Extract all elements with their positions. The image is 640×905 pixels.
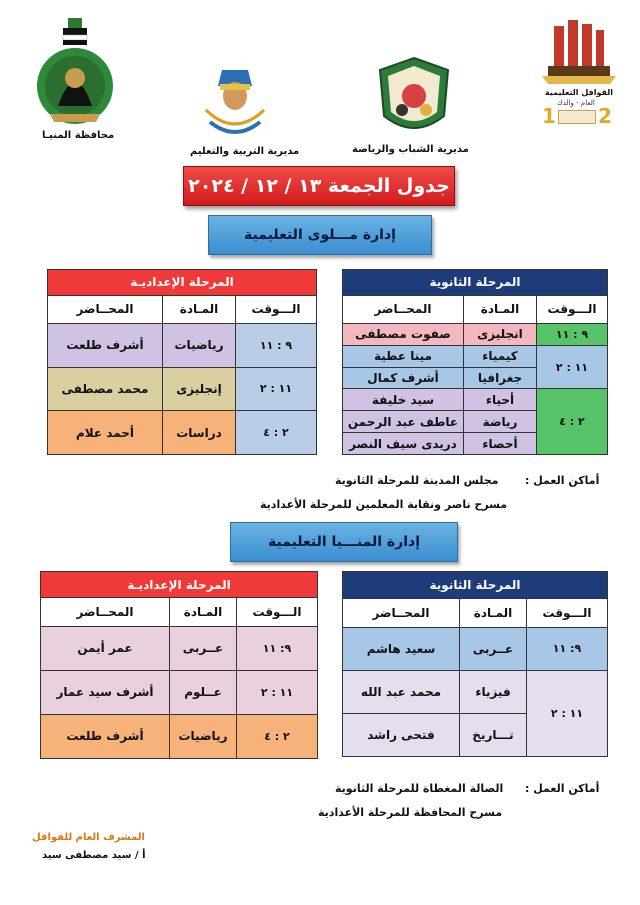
col-teacher: المحــاضر bbox=[41, 598, 170, 626]
section2-place-2: مسرح المحافظة للمرحلة الأعدادية bbox=[318, 806, 503, 819]
table-cell-subject: رياضيات bbox=[170, 714, 237, 758]
table-cell-subject: عــلوم bbox=[170, 670, 237, 714]
section2-prep-header: المرحلة الإعداديـة bbox=[41, 572, 318, 598]
education-logo bbox=[200, 62, 270, 142]
table-cell-teacher: سعيد هاشم bbox=[343, 627, 460, 670]
table-cell-teacher: مينا عطية bbox=[343, 345, 464, 367]
table-cell-subject: تـــاريخ bbox=[460, 713, 527, 756]
section2-prep-table bbox=[40, 571, 318, 759]
table-cell-subject: جغرافيا bbox=[464, 367, 537, 389]
table-cell-subject: كيمياء bbox=[464, 345, 537, 367]
col-time: الـــوقت bbox=[236, 295, 317, 323]
table-cell-subject: دراسات bbox=[163, 411, 236, 455]
table-cell-subject: عــربى bbox=[170, 626, 237, 670]
table-cell-teacher: أحمد علام bbox=[48, 411, 163, 455]
section1-places-label: أماكن العمل : bbox=[525, 474, 600, 487]
section1-banner: إدارة مـــلوى التعليمية bbox=[208, 215, 432, 255]
section2-banner: إدارة المنـــيا التعليمية bbox=[230, 522, 458, 562]
col-time: الـــوقت bbox=[527, 598, 608, 627]
table-cell-subject: أحصاء bbox=[464, 433, 537, 455]
section1-prep-header: المرحلة الإعداديـة bbox=[48, 270, 317, 296]
table-cell-subject: عــربى bbox=[460, 627, 527, 670]
governorate-logo bbox=[30, 18, 120, 126]
col-subject: المـادة bbox=[460, 598, 527, 627]
table-cell-time: ٢ : ٤ bbox=[236, 411, 317, 455]
section1-place-1: مجلس المدينة للمرحلة الثانوية bbox=[335, 474, 499, 487]
table-cell-teacher: عمر أيمن bbox=[41, 626, 170, 670]
col-teacher: المحــاضر bbox=[343, 598, 460, 627]
youth-caption: مديرية الشباب والرياضة bbox=[352, 144, 469, 155]
table-cell-teacher: أشرف كمال bbox=[343, 367, 464, 389]
convoys-badge bbox=[558, 110, 596, 124]
table-cell-subject: رياضيات bbox=[163, 324, 236, 368]
table-cell-teacher: دريدى سيف النصر bbox=[343, 433, 464, 455]
col-subject: المـادة bbox=[464, 295, 537, 323]
table-cell-time: ٩: ١١ bbox=[527, 627, 608, 670]
section1-secondary-table bbox=[342, 269, 608, 455]
section1-prep-table bbox=[47, 269, 317, 455]
section2-places-label: أماكن العمل : bbox=[525, 782, 600, 795]
table-cell-teacher: أشرف سيد عمار bbox=[41, 670, 170, 714]
table-cell-time: ١١ : ٢ bbox=[537, 345, 608, 389]
supervisor-role: المشرف العام للقوافل bbox=[32, 832, 145, 843]
section2-secondary-table bbox=[342, 571, 608, 757]
governorate-caption: محافظة المنيـا bbox=[42, 130, 115, 141]
table-cell-teacher: محمد عبد الله bbox=[343, 670, 460, 713]
table-cell-time: ١١ : ٢ bbox=[236, 367, 317, 411]
section2-place-1: الصالة المغطاة للمرحلة الثانوية bbox=[335, 782, 504, 795]
table-cell-teacher: محمد مصطفى bbox=[48, 367, 163, 411]
table-cell-subject: أحياء bbox=[464, 389, 537, 411]
table-cell-time: ٩ : ١١ bbox=[236, 324, 317, 368]
convoys-number-2: 2 bbox=[598, 104, 612, 128]
col-teacher: المحــاضر bbox=[343, 295, 464, 323]
page-title: جدول الجمعة ١٣ / ١٢ / ٢٠٢٤ bbox=[183, 166, 455, 206]
supervisor-name: أ / سيد مصطفى سيد bbox=[42, 850, 146, 861]
section1-place-2: مسرح ناصر ونقابة المعلمين للمرحلة الأعدادية bbox=[260, 498, 508, 511]
table-cell-subject: فيزياء bbox=[460, 670, 527, 713]
table-cell-time: ٩ : ١١ bbox=[537, 324, 608, 346]
section2-secondary-header: المرحلة الثانوية bbox=[343, 572, 608, 599]
table-cell-teacher: أشرف طلعت bbox=[41, 714, 170, 758]
col-teacher: المحــاضر bbox=[48, 295, 163, 323]
table-cell-teacher: فتحى راشد bbox=[343, 713, 460, 756]
table-cell-time: ٢ : ٤ bbox=[537, 389, 608, 455]
col-time: الـــوقت bbox=[237, 598, 318, 626]
table-cell-time: ٩: ١١ bbox=[237, 626, 318, 670]
convoys-number-1: 1 bbox=[542, 104, 556, 128]
table-cell-time: ١١ : ٢ bbox=[527, 670, 608, 756]
table-cell-time: ٢ : ٤ bbox=[237, 714, 318, 758]
table-cell-subject: انجليزى bbox=[464, 324, 537, 346]
table-cell-teacher: صفوت مصطفى bbox=[343, 324, 464, 346]
youth-logo bbox=[378, 56, 450, 140]
table-cell-teacher: سيد خليفة bbox=[343, 389, 464, 411]
col-subject: المـادة bbox=[170, 598, 237, 626]
section1-secondary-header: المرحلة الثانوية bbox=[343, 270, 608, 296]
table-cell-teacher: عاطف عبد الرحمن bbox=[343, 411, 464, 433]
table-cell-subject: إنجليزى bbox=[163, 367, 236, 411]
table-cell-teacher: أشرف طلعت bbox=[48, 324, 163, 368]
table-cell-subject: رياضة bbox=[464, 411, 537, 433]
col-subject: المـادة bbox=[163, 295, 236, 323]
convoys-title: القوافل التعليمية bbox=[545, 88, 613, 97]
convoys-subtitle: العام - والدك bbox=[557, 99, 595, 107]
education-caption: مديرية التربية والتعليم bbox=[190, 146, 300, 157]
col-time: الـــوقت bbox=[537, 295, 608, 323]
table-cell-time: ١١ : ٢ bbox=[237, 670, 318, 714]
